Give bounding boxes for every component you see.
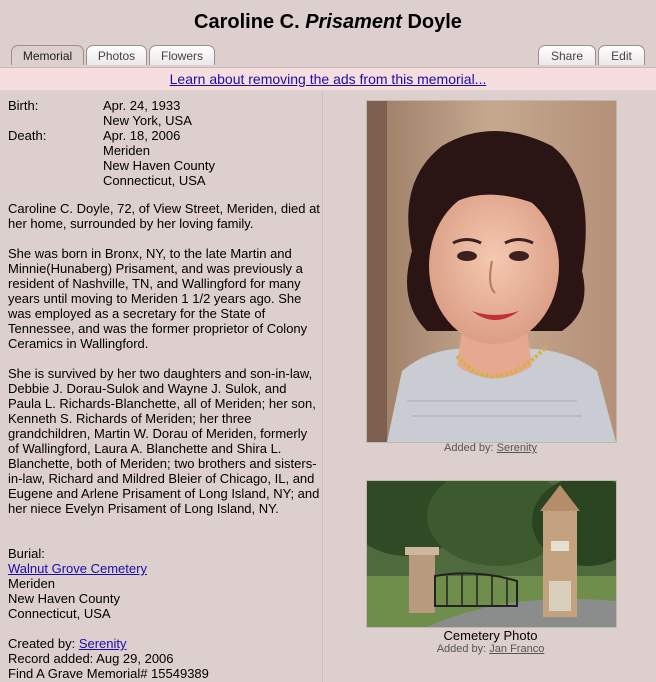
cemetery-photo[interactable] xyxy=(366,480,617,628)
burial-state: Connecticut, USA xyxy=(8,606,111,621)
death-county: New Haven County xyxy=(103,158,215,173)
column-divider xyxy=(322,92,323,682)
death-city: Meriden xyxy=(103,143,150,158)
tab-edit[interactable]: Edit xyxy=(598,45,645,65)
birth-date: Apr. 24, 1933 xyxy=(103,98,181,113)
cemetery-image xyxy=(367,481,616,627)
cemetery-link[interactable]: Walnut Grove Cemetery xyxy=(8,561,147,576)
bio-paragraph-2: She was born in Bronx, NY, to the late Martin and Minnie(Hunaberg) Prisament, and was previously a resident of Nashville, TN, and Wallingford for many years until moving to Meriden 1 1/2 years ago. She was employed as a secretary for the State of Tennessee, and was the former proprietor of Colony Ceramics in Wallingford. xyxy=(8,246,308,351)
tab-bar xyxy=(0,45,656,67)
birth-label: Birth: xyxy=(8,98,39,113)
name-last: Doyle xyxy=(401,11,462,33)
created-by-label: Created by: xyxy=(8,636,79,651)
ad-removal-bar xyxy=(0,67,656,90)
remove-ads-link[interactable]: Learn about removing the ads from this memorial... xyxy=(169,71,487,87)
death-date: Apr. 18, 2006 xyxy=(103,128,181,143)
tab-flowers[interactable]: Flowers xyxy=(149,45,215,65)
name-first: Caroline C. xyxy=(194,11,306,33)
burial-city: Meriden xyxy=(8,576,55,591)
bio-paragraph-3: She is survived by her two daughters and son-in-law, Debbie J. Dorau-Sulok and Wayne J. Sulok, and Paula L. Richards-Blanchette, all of Meriden; her son, Kenneth S. Richards of Meriden; her three grandchildren, Martin W. Dorau of Meriden, formerly of Wallingford, Laura A. Blanchette and Shira L. Blanchette, both of Meriden; two brothers and sisters-in-law, Richard and Mildred Bleier of Chicago, IL, and Eugene and Arlene Prisament of Long Island, NY; and her niece Evelyn Prisament of Long Island, NY. xyxy=(8,366,320,516)
cemetery-contributor-link[interactable]: Jan Franco xyxy=(489,643,545,655)
burial-county: New Haven County xyxy=(8,591,120,606)
tab-photos[interactable]: Photos xyxy=(86,45,147,65)
portrait-contributor-link[interactable]: Serenity xyxy=(496,442,537,454)
birth-place: New York, USA xyxy=(103,113,192,128)
death-label: Death: xyxy=(8,128,47,143)
cemetery-added-label: Added by: xyxy=(436,643,490,655)
cemetery-caption xyxy=(366,643,615,655)
cemetery-photo-title: Cemetery Photo xyxy=(443,628,538,643)
tab-memorial[interactable]: Memorial xyxy=(11,45,84,65)
created-by xyxy=(8,636,127,651)
portrait-caption xyxy=(366,442,615,454)
portrait-photo[interactable] xyxy=(366,100,617,443)
burial-label: Burial: xyxy=(8,546,45,561)
vital-facts xyxy=(8,98,318,190)
portrait-added-label: Added by: xyxy=(444,442,497,454)
name-maiden: Prisament xyxy=(305,11,402,33)
memorial-id: Find A Grave Memorial# 15549389 xyxy=(8,666,209,681)
portrait-image xyxy=(367,101,616,442)
death-state: Connecticut, USA xyxy=(103,173,206,188)
record-added: Record added: Aug 29, 2006 xyxy=(8,651,174,666)
tab-share[interactable]: Share xyxy=(538,45,596,65)
creator-link[interactable]: Serenity xyxy=(78,636,127,651)
bio-paragraph-1: Caroline C. Doyle, 72, of View Street, Meriden, died at her home, surrounded by her loving family. xyxy=(8,201,320,231)
page-title xyxy=(0,10,656,34)
